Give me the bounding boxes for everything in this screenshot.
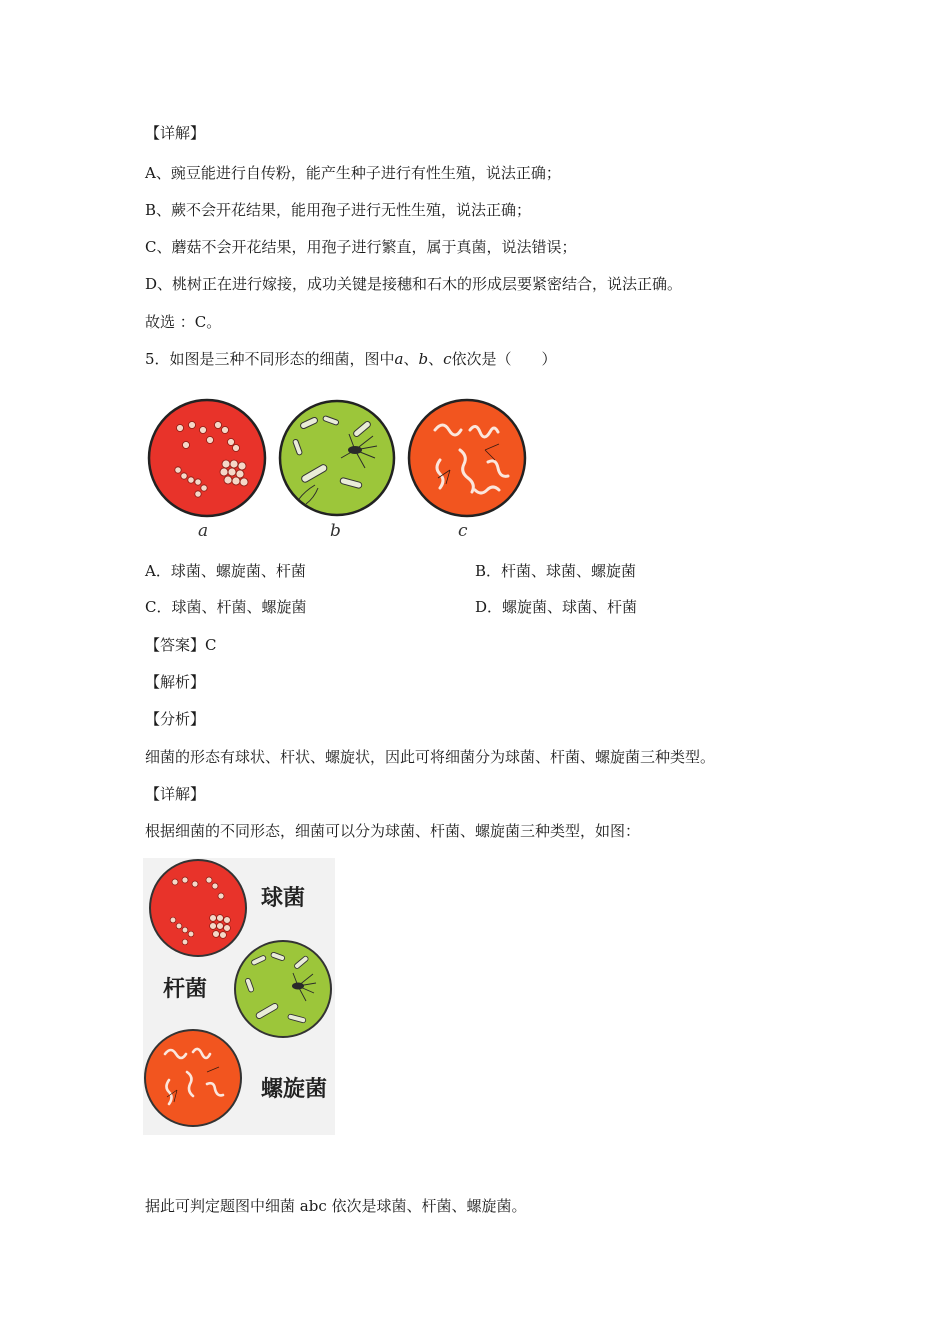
fenxi-text: 细菌的形态有球状、杆状、螺旋状，因此可将细菌分为球菌、杆菌、螺旋菌三种类型。 <box>145 748 716 766</box>
fig-label-a: a <box>198 521 209 541</box>
explanation-item-a: A、豌豆能进行自传粉，能产生种子进行有性生殖，说法正确； <box>145 164 561 182</box>
label-bacilli: 杆菌 <box>163 977 208 1002</box>
bacilli-circle <box>280 401 394 515</box>
cocci-circle-2 <box>150 860 246 956</box>
detail-heading-2: 【详解】 <box>145 785 206 803</box>
sep-1: 、 <box>403 350 419 368</box>
label-cocci: 球菌 <box>261 886 306 911</box>
sep-2: 、 <box>428 350 444 368</box>
stem-end: 依次是（ ） <box>451 350 557 368</box>
option-d: D．螺旋菌、球菌、杆菌 <box>475 598 638 616</box>
spirilla-circle-2 <box>145 1030 241 1126</box>
fenxi-heading: 【分析】 <box>145 710 206 728</box>
var-a: a <box>394 350 404 368</box>
stem-text: 5．如图是三种不同形态的细菌，图中 <box>145 350 395 368</box>
var-c: c <box>443 350 452 368</box>
question-5-stem <box>145 349 557 369</box>
detail-text: 根据细菌的不同形态，细菌可以分为球菌、杆菌、螺旋菌三种类型，如图： <box>145 822 641 840</box>
spirilla-circle <box>409 400 525 516</box>
fig-label-c: c <box>458 521 468 541</box>
answer-line: 【答案】C <box>145 636 217 654</box>
analysis-heading: 【解析】 <box>145 673 206 691</box>
choice-line: 故选 ：C。 <box>145 313 222 331</box>
explanation-item-b: B、蕨不会开花结果，能用孢子进行无性生殖，说法正确； <box>145 201 532 219</box>
label-spirilla: 螺旋菌 <box>261 1077 328 1102</box>
bacteria-figure-1 <box>140 390 540 550</box>
explanation-item-c: C、蘑菇不会开花结果，用孢子进行繁直，属于真菌，说法错误； <box>145 238 577 256</box>
fig-label-b: b <box>330 521 341 541</box>
var-b: b <box>418 350 429 368</box>
detail-heading-1: 【详解】 <box>145 124 206 142</box>
option-c: C．球菌、杆菌、螺旋菌 <box>145 598 307 616</box>
bacilli-circle-2 <box>235 941 331 1037</box>
bacteria-figure-2 <box>143 858 335 1135</box>
option-b: B．杆菌、球菌、螺旋菌 <box>475 562 637 580</box>
explanation-item-d: D、桃树正在进行嫁接，成功关键是接穗和石木的形成层要紧密结合，说法正确。 <box>145 275 683 293</box>
cocci-circle <box>149 400 265 516</box>
conclusion-line: 据此可判定题图中细菌 abc 依次是球菌、杆菌、螺旋菌。 <box>145 1197 527 1215</box>
option-a: A．球菌、螺旋菌、杆菌 <box>145 562 306 580</box>
